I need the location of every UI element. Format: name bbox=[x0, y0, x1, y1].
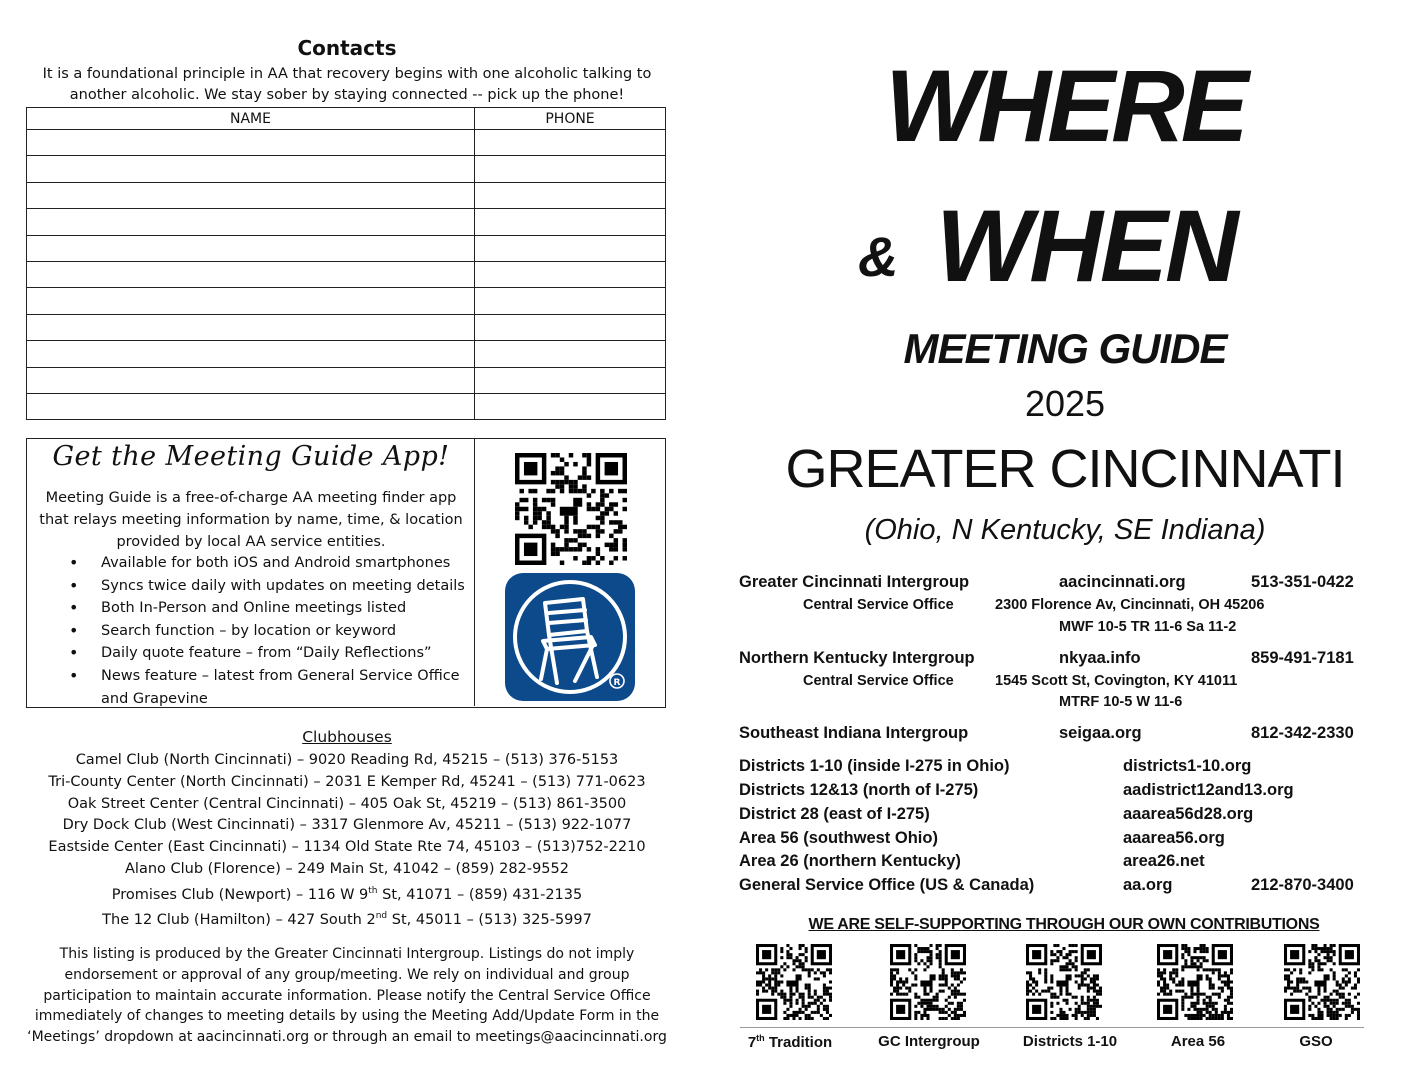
contact-name-cell[interactable] bbox=[27, 235, 475, 261]
app-feature-item: • Syncs twice daily with updates on meeting details bbox=[67, 575, 467, 598]
clubhouse-item bbox=[22, 906, 672, 932]
contact-phone-cell[interactable] bbox=[475, 261, 666, 287]
contacts-table bbox=[26, 107, 666, 420]
left-panel bbox=[22, 30, 672, 1070]
clubhouse-item: Camel Club (North Cincinnati) – 9020 Reading Rd, 45215 – (513) 376-5153 bbox=[75, 752, 619, 768]
district-name: District 28 (east of I-275) bbox=[739, 805, 930, 823]
nky-website-link[interactable]: nkyaa.info bbox=[1059, 649, 1141, 667]
contact-row bbox=[27, 341, 666, 367]
contact-name-cell[interactable] bbox=[27, 341, 475, 367]
district-website-link[interactable]: aaarea56.org bbox=[1123, 829, 1225, 847]
qr-label-tradition: Tradition bbox=[764, 1034, 833, 1051]
gso-qr-code[interactable] bbox=[1284, 944, 1360, 1020]
qr-label: Area 56 bbox=[1170, 1033, 1226, 1050]
gci-website-link[interactable]: aacincinnati.org bbox=[1059, 573, 1186, 591]
qr-label: GSO bbox=[1299, 1033, 1333, 1050]
contact-row bbox=[27, 393, 666, 419]
contact-phone-cell[interactable] bbox=[475, 130, 666, 156]
nky-cso-label: Central Service Office bbox=[803, 673, 954, 689]
contact-row bbox=[27, 209, 666, 235]
gci-name: Greater Cincinnati Intergroup bbox=[739, 573, 970, 591]
gci-address: 2300 Florence Av, Cincinnati, OH 45206 bbox=[995, 597, 1265, 613]
qr-label-th: th bbox=[756, 1033, 765, 1043]
contact-row bbox=[27, 182, 666, 208]
clubhouse-text: Promises Club (Newport) – 116 W 9 bbox=[111, 886, 369, 903]
sei-phone[interactable]: 812-342-2330 bbox=[1251, 724, 1354, 742]
contact-row bbox=[27, 156, 666, 182]
clubhouse-item: Tri-County Center (North Cincinnati) – 2031 E Kemper Rd, 45241 – (513) 771-0623 bbox=[48, 773, 646, 790]
contact-phone-cell[interactable] bbox=[475, 393, 666, 419]
contact-phone-cell[interactable] bbox=[475, 288, 666, 314]
clubhouse-item: Alano Club (Florence) – 249 Main St, 41042 – (859) 282-9552 bbox=[125, 860, 569, 877]
nky-hours: MTRF 10-5 W 11-6 bbox=[1059, 694, 1183, 710]
qr-label-7: 7 bbox=[747, 1034, 757, 1051]
gc-intergroup-qr-code[interactable] bbox=[890, 944, 966, 1020]
contact-phone-cell[interactable] bbox=[475, 341, 666, 367]
svg-text:R: R bbox=[613, 678, 621, 688]
contacts-intro bbox=[22, 64, 672, 106]
qr-label bbox=[720, 1033, 860, 1051]
contact-row bbox=[27, 314, 666, 340]
7th-tradition-qr-code[interactable] bbox=[756, 944, 832, 1020]
app-title: Get the Meeting Guide App! bbox=[52, 441, 450, 472]
clubhouse-item: Oak Street Center (Central Cincinnati) – 405 Oak St, 45219 – (513) 861-3500 bbox=[67, 795, 627, 812]
contact-row bbox=[27, 235, 666, 261]
app-feature-item: • Search function – by location or keyword bbox=[67, 620, 467, 643]
title-where: WHERE bbox=[885, 49, 1245, 163]
app-feature-item: • Daily quote feature – from “Daily Reflections” bbox=[67, 642, 467, 665]
contact-row bbox=[27, 130, 666, 156]
clubhouse-item: Eastside Center (East Cincinnati) – 1134 Old State Rte 74, 45103 – (513)752-2210 bbox=[48, 839, 646, 856]
gci-cso-label: Central Service Office bbox=[803, 597, 954, 613]
title-ampersand: & bbox=[858, 225, 899, 288]
gso-name: General Service Office (US & Canada) bbox=[739, 876, 1035, 894]
districts-qr-code[interactable] bbox=[1026, 944, 1102, 1020]
meeting-guide-logo bbox=[505, 573, 635, 701]
contacts-title: Contacts bbox=[297, 36, 397, 60]
contact-phone-cell[interactable] bbox=[475, 156, 666, 182]
meeting-guide-qr-code[interactable] bbox=[515, 453, 627, 565]
contacts-intro-line-2: another alcoholic. We stay sober by staying connected -- pick up the phone! bbox=[69, 87, 625, 103]
district-website-link[interactable]: districts1-10.org bbox=[1123, 757, 1252, 775]
guide-year: 2025 bbox=[1024, 383, 1106, 424]
district-website-link[interactable]: area26.net bbox=[1123, 852, 1205, 870]
contact-row bbox=[27, 261, 666, 287]
contact-phone-cell[interactable] bbox=[475, 209, 666, 235]
district-name: Districts 12&13 (north of I-275) bbox=[739, 781, 979, 799]
clubhouse-list bbox=[22, 750, 672, 932]
qr-divider bbox=[740, 1027, 1364, 1028]
district-name: Area 26 (northern Kentucky) bbox=[739, 852, 961, 870]
qr-label: GC Intergroup bbox=[878, 1033, 980, 1050]
nky-phone[interactable]: 859-491-7181 bbox=[1251, 649, 1354, 667]
contact-name-cell[interactable] bbox=[27, 182, 475, 208]
district-name: Districts 1-10 (inside I-275 in Ohio) bbox=[739, 757, 1010, 775]
contacts-intro-line-1: It is a foundational principle in AA that recovery begins with one alcoholic talking to bbox=[42, 66, 652, 82]
contact-row bbox=[27, 367, 666, 393]
contact-row bbox=[27, 288, 666, 314]
contact-name-cell[interactable] bbox=[27, 393, 475, 419]
disclaimer: This listing is produced by the Greater Cincinnati Intergroup. Listings do not imply endorsement or approval of any group/meeting. We rely on individual and group participation to maintain accurate information. Please notify the Central Service Office immediately of changes to meeting details by using the Meeting Add/Update Form in the ‘Meetings’ dropdown at aacincinnati.org or through an email to meetings@aacincinnati.org bbox=[27, 946, 667, 1046]
folding-chair-icon bbox=[505, 573, 635, 701]
contact-name-cell[interactable] bbox=[27, 288, 475, 314]
clubhouse-item: Dry Dock Club (West Cincinnati) – 3317 Glenmore Av, 45211 – (513) 922-1077 bbox=[62, 817, 632, 834]
contact-phone-cell[interactable] bbox=[475, 182, 666, 208]
meeting-guide-heading: MEETING GUIDE bbox=[903, 325, 1227, 372]
app-info bbox=[27, 439, 475, 706]
clubhouse-item bbox=[22, 881, 672, 907]
clubhouse-text: St, 45011 – (513) 325-5997 bbox=[387, 912, 592, 929]
sei-name: Southeast Indiana Intergroup bbox=[739, 724, 969, 742]
app-feature-item: • Available for both iOS and Android smartphones bbox=[67, 552, 467, 575]
app-feature-item: • Both In-Person and Online meetings listed bbox=[67, 597, 467, 620]
gso-website-link[interactable]: aa.org bbox=[1123, 876, 1173, 894]
sei-website-link[interactable]: seigaa.org bbox=[1059, 724, 1142, 742]
qr-label: Districts 1-10 bbox=[1022, 1033, 1118, 1050]
ordinal-suffix: nd bbox=[375, 911, 388, 922]
contact-phone-cell[interactable] bbox=[475, 367, 666, 393]
nky-name: Northern Kentucky Intergroup bbox=[739, 649, 975, 667]
title-when: WHEN bbox=[936, 189, 1236, 303]
contacts-body bbox=[27, 130, 666, 420]
contact-phone-cell[interactable] bbox=[475, 314, 666, 340]
app-description: Meeting Guide is a free-of-charge AA meeting finder app that relays meeting information by name, time, & location provided by local AA service entities. bbox=[39, 490, 463, 550]
contacts-header-row bbox=[27, 108, 666, 130]
district-website-link[interactable]: aadistrict12and13.org bbox=[1123, 781, 1294, 799]
city-heading: GREATER CINCINNATI bbox=[785, 439, 1345, 499]
nky-address: 1545 Scott St, Covington, KY 41011 bbox=[995, 673, 1238, 689]
clubhouses-title: Clubhouses bbox=[302, 728, 392, 746]
district-name: Area 56 (southwest Ohio) bbox=[739, 829, 938, 847]
area-56-qr-code[interactable] bbox=[1157, 944, 1233, 1020]
district-website-link[interactable]: aaarea56d28.org bbox=[1123, 805, 1254, 823]
app-feature-item: • News feature – latest from General Service Office and Grapevine bbox=[67, 665, 467, 710]
name-column-header: NAME bbox=[27, 108, 475, 130]
clubhouse-text: St, 41071 – (859) 431-2135 bbox=[377, 886, 583, 903]
contact-name-cell[interactable] bbox=[27, 314, 475, 340]
phone-column-header: PHONE bbox=[475, 108, 666, 130]
gci-phone[interactable]: 513-351-0422 bbox=[1251, 573, 1354, 591]
meeting-guide-app-box bbox=[26, 438, 666, 708]
contributions-title: WE ARE SELF-SUPPORTING THROUGH OUR OWN CONTRIBUTIONS bbox=[808, 916, 1320, 933]
region-subheading: (Ohio, N Kentucky, SE Indiana) bbox=[864, 514, 1266, 546]
ordinal-suffix: th bbox=[368, 885, 378, 896]
app-feature-list bbox=[67, 552, 467, 710]
contact-name-cell[interactable] bbox=[27, 367, 475, 393]
contact-name-cell[interactable] bbox=[27, 209, 475, 235]
contact-name-cell[interactable] bbox=[27, 156, 475, 182]
contact-name-cell[interactable] bbox=[27, 261, 475, 287]
clubhouse-text: The 12 Club (Hamilton) – 427 South 2 bbox=[102, 912, 376, 929]
contact-name-cell[interactable] bbox=[27, 130, 475, 156]
contact-phone-cell[interactable] bbox=[475, 235, 666, 261]
gso-phone[interactable]: 212-870-3400 bbox=[1251, 876, 1354, 894]
gci-hours: MWF 10-5 TR 11-6 Sa 11-2 bbox=[1059, 619, 1237, 635]
